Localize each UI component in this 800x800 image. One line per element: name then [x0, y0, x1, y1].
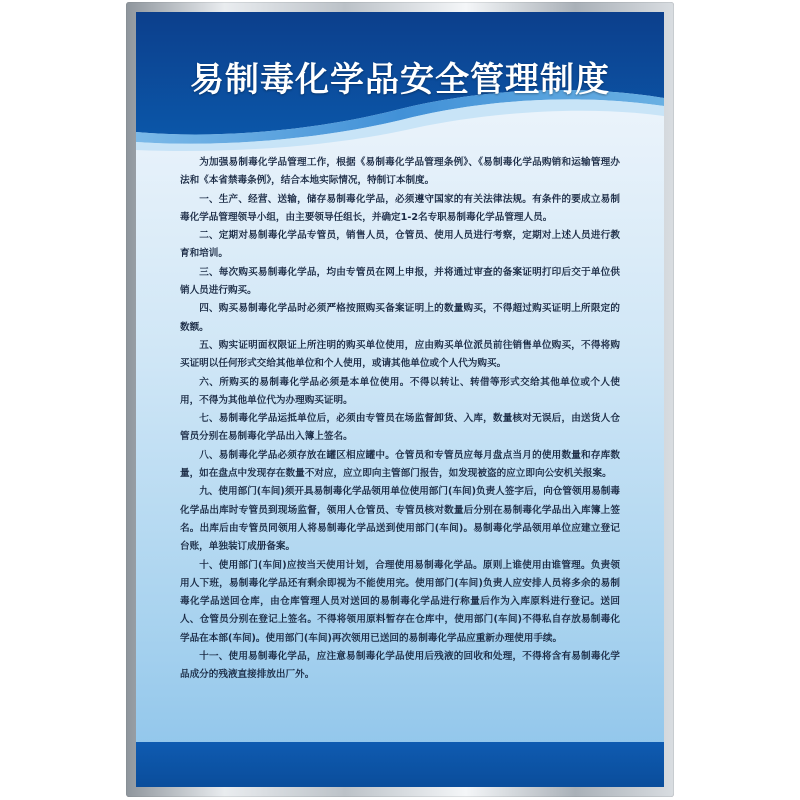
paragraph-2: 二、定期对易制毒化学品专管员，销售人员，仓管员、使用人员进行考察，定期对上述人员进行教育和培训。	[180, 230, 620, 260]
paragraph-10: 十、使用部门(车间)应按当天使用计划，合理使用易制毒化学品。原则上谁使用由谁管理。负责领用人下班，易制毒化学品还有剩余即视为不能使用完。使用部门(车间)负责人应安排人员将多余的易制毒化学品送回仓库，由仓库管理人员对送回的易制毒化学品进行称量后作为入库原料进行登记。送回人、仓管员分别在登记上签名。不得将领用原料暂存在仓库中，使用部门(车间)不得私自存放易制毒化学品在本部(车间)。使用部门(车间)再次领用已送回的易制毒化学品应重新办理使用手续。	[180, 559, 620, 644]
regulation-text	[180, 154, 620, 685]
sign-frame	[126, 2, 674, 797]
paragraph-4: 四、购买易制毒化学品时必须严格按照购买备案证明上的数量购买，不得超过购买证明上所限定的数额。	[180, 303, 620, 333]
paragraph-5: 五、购实证明面权限证上所注明的购买单位使用，应由购买单位派员前往销售单位购买，不得将购买证明以任何形式交给其他单位和个人使用，或请其他单位或个人代为购买。	[180, 339, 620, 370]
paragraph-3: 三、每次购买易制毒化学品，均由专管员在网上申报，并将通过审查的备案证明打印后交于单位供销人员进行购买。	[180, 266, 620, 297]
paragraph-1: 一、生产、经营、送输，储存易制毒化学品，必须遵守国家的有关法律法规。有条件的要成立易制毒化学品管理领导小组，由主要领导任组长，并确定1-2名专职易制毒化学品管理人员。	[180, 193, 620, 223]
paragraph-6: 六、所购买的易制毒化学品必须是本单位使用。不得以转让、转借等形式交给其他单位或个人使用，不得为其他单位代为办理购买证明。	[180, 376, 620, 406]
sign-title: 易制毒化学品安全管理制度	[190, 60, 610, 100]
paragraph-9: 九、使用部门(车间)须开具易制毒化学品领用单位使用部门(车间)负责人签字后，向仓管领用易制毒化学品出库时专管员到现场监督，领用人仓管员、专管员核对数量后分别在易制毒化学品出入库簿上签名。出库后由专管员同领用人将易制毒化学品送到使用部门(车间)。易制毒化学品领用单位应建立登记台账，单独装订成册备案。	[180, 486, 620, 553]
paragraph-intro: 为加强易制毒化学品管理工作，根据《易制毒化学品管理条例》、《易制毒化学品购销和运输管理办法和《本省禁毒条例》，结合本地实际情况，特制订本制度。	[180, 157, 620, 187]
footer-bar	[136, 742, 664, 787]
paragraph-7: 七、易制毒化学品运抵单位后，必须由专管员在场监督卸货、入库，数量核对无误后，由送货人仓管员分别在易制毒化学品出入簿上签名。	[180, 413, 620, 443]
paragraph-8: 八、易制毒化学品必须存放在罐区相应罐中。仓管员和专管员应每月盘点当月的使用数量和存库数量，如在盘点中发现存在数量不对应，应立即向主管部门报告，如发现被盗的应立即向公安机关报案。	[180, 449, 620, 480]
paragraph-11: 十一、使用易制毒化学品，应注意易制毒化学品使用后残液的回收和处理，不得将含有易制毒化学品成分的残液直接排放出厂外。	[180, 651, 620, 681]
sign-board	[136, 12, 664, 787]
header-banner	[136, 12, 664, 152]
